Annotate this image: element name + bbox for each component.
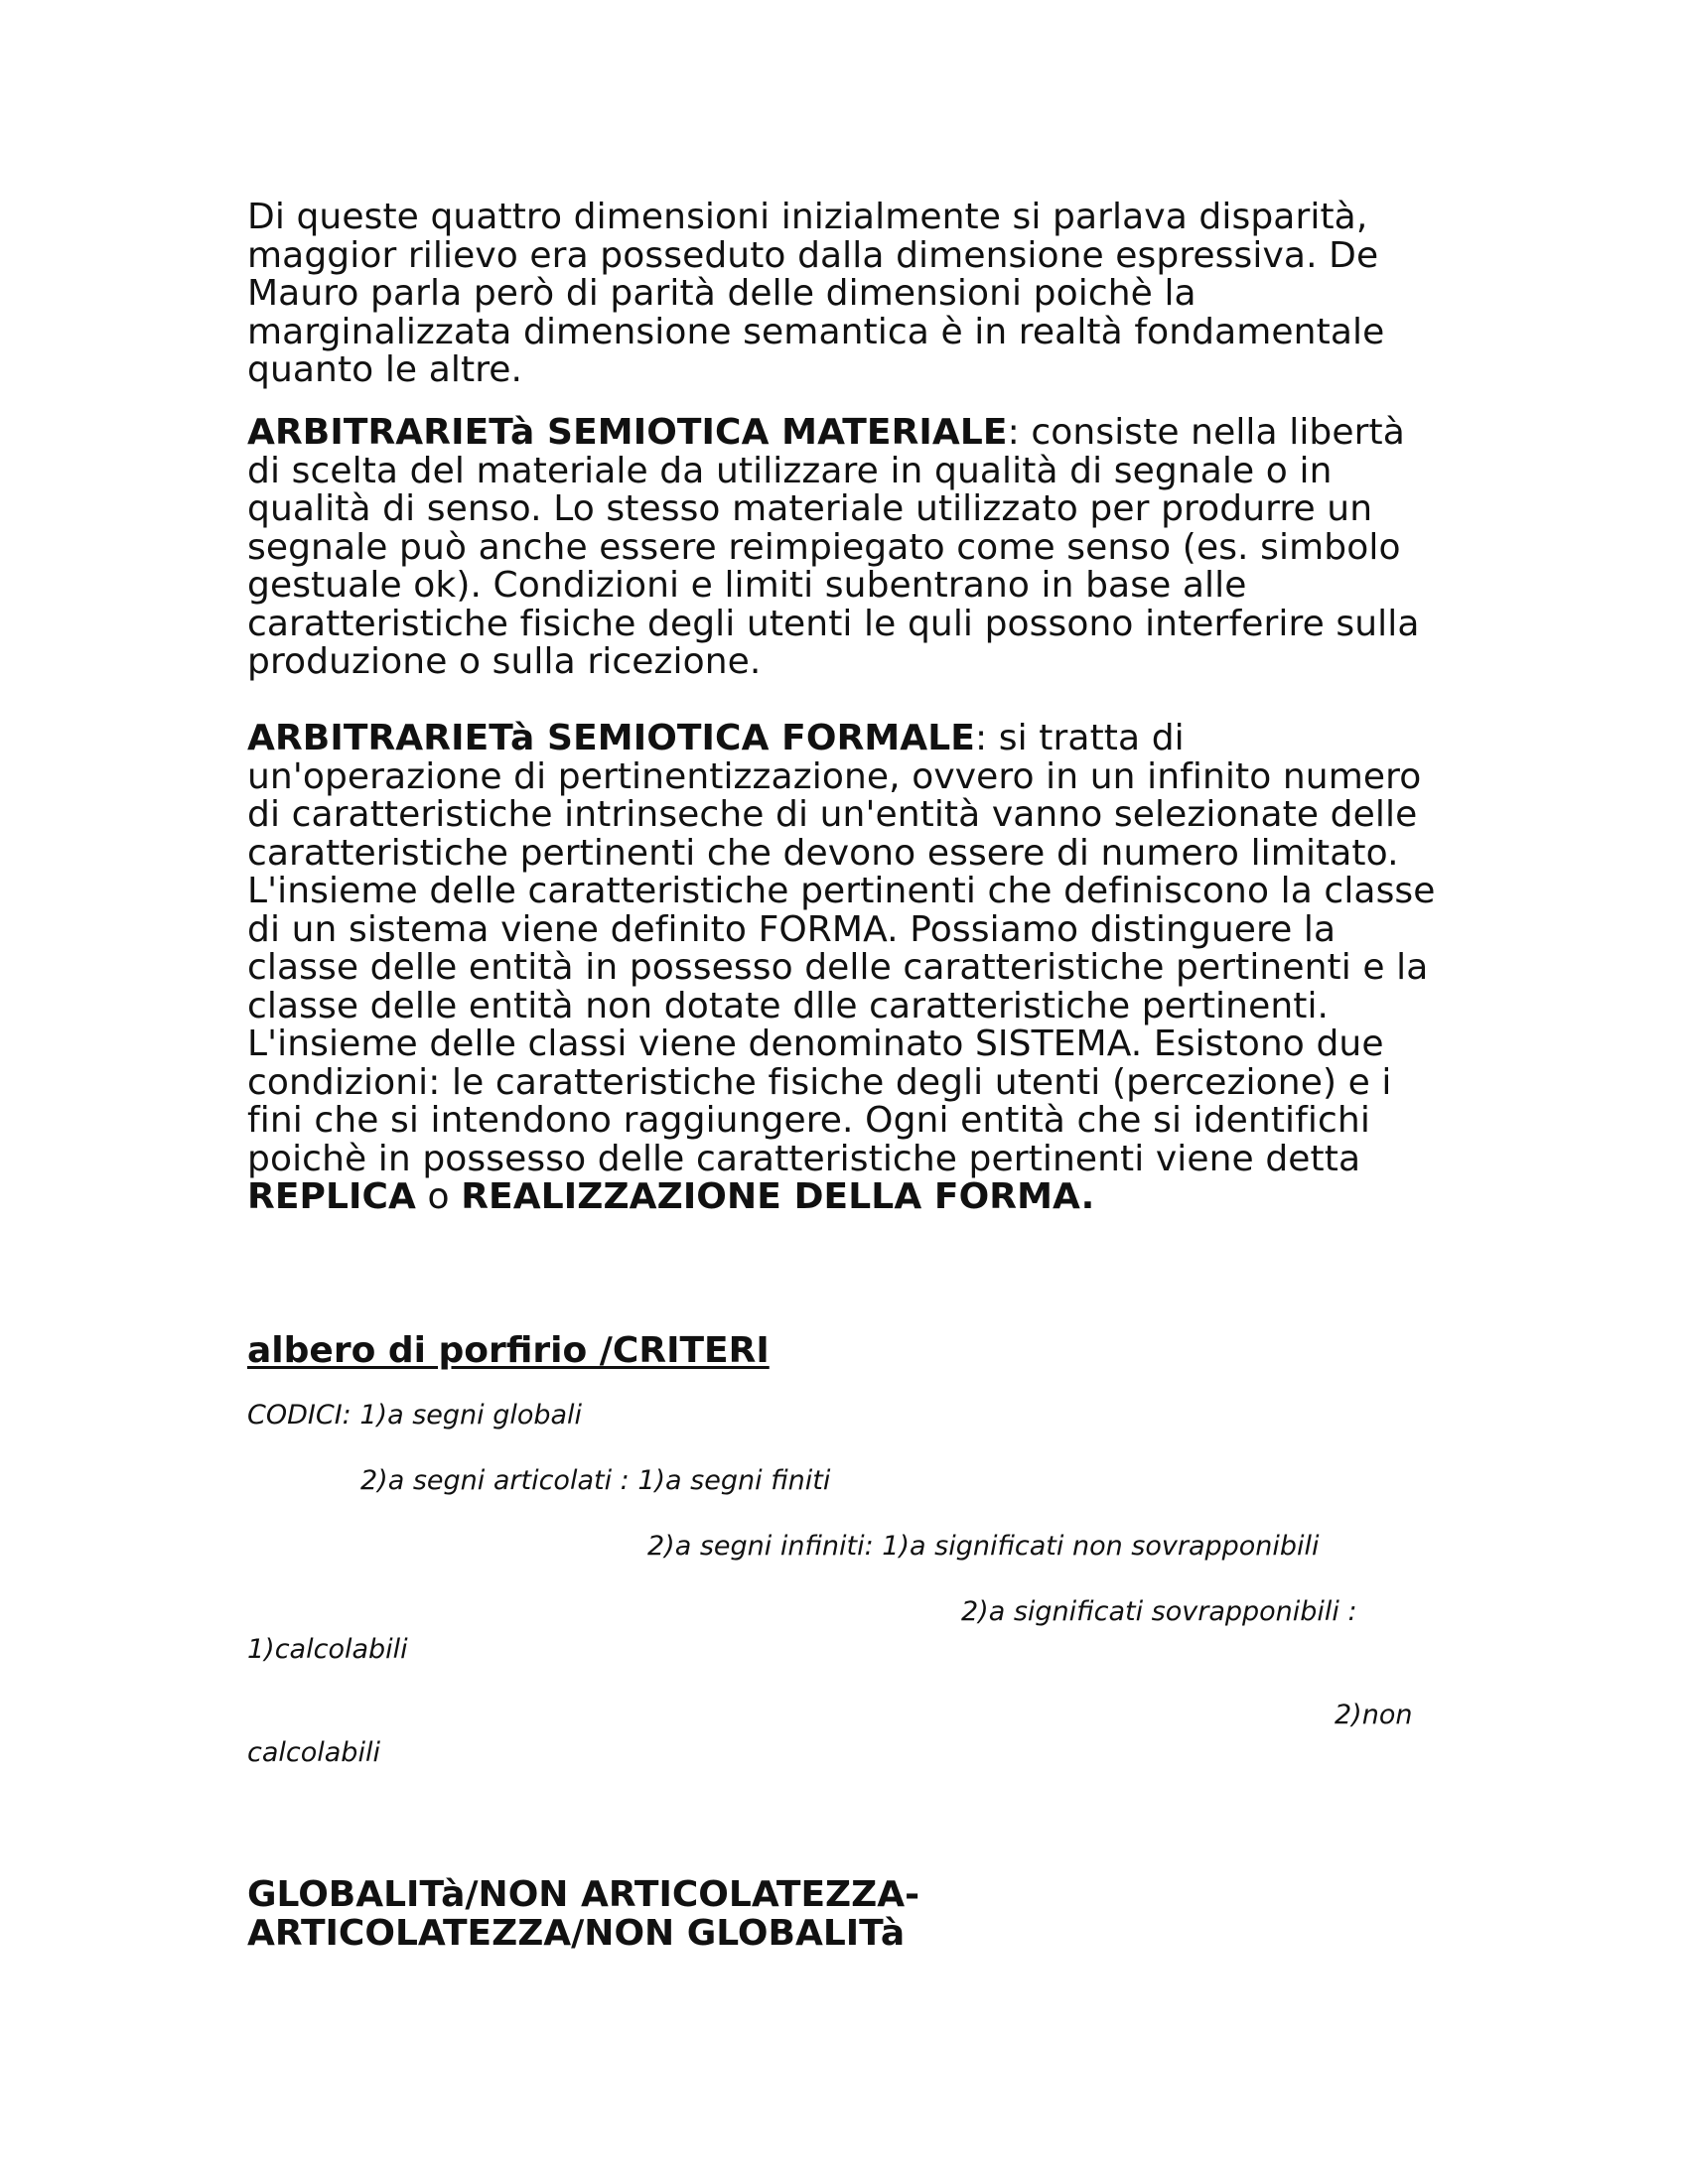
paragraph-dimensions-text: Di queste quattro dimensioni inizialmente si parlava disparità, maggior rilievo era posseduto dalla dimensione espressiva. De Mauro parla però di parità delle dimensioni poichè la marginalizzata dimensione semantica è in realtà fondamentale quanto le altre.: [247, 197, 1385, 390]
tree-line-significati-sovrapponibili: 2)a significati sovrapponibili :: [961, 1596, 1357, 1627]
tree-line-codici: CODICI: 1)a segni globali: [247, 1400, 583, 1431]
tree-line-non: 2)non: [1335, 1700, 1413, 1730]
final-heading-line2: ARTICOLATEZZA/NON GLOBALITà: [247, 1912, 906, 1954]
term-arbitrarieta-formale: ARBITRARIETà SEMIOTICA FORMALE: [247, 718, 976, 758]
tree-heading: albero di porfirio /CRITERI: [247, 1330, 770, 1371]
tree-line-segni-infiniti: 2)a segni infiniti: 1)a significati non sovrapponibili: [647, 1531, 1320, 1562]
connector-o: o: [416, 1176, 462, 1217]
term-realizzazione-forma: REALIZZAZIONE DELLA FORMA.: [461, 1176, 1095, 1217]
paragraph-arbitrarieta-formale: [247, 720, 1439, 1217]
paragraph-arbitrarieta-formale-text: : si tratta di un'operazione di pertinentizzazione, ovvero in un infinito numero di caratteristiche intrinseche di un'entità vanno selezionate delle caratteristiche pertinenti che devono essere di numero limitato. L'insieme delle caratteristiche pertinenti che definiscono la classe di un sistema viene definito FORMA. Possiamo distinguere la classe delle entità in possesso delle caratteristiche pertinenti e la classe delle entità non dotate dlle caratteristiche pertinenti. L'insieme delle classi viene denominato SISTEMA. Esistono due condizioni: le caratteristiche fisiche degli utenti (percezione) e i fini che si intendono raggiungere. Ogni entità che si identifichi poichè in possesso delle caratteristiche pertinenti viene detta: [247, 718, 1436, 1179]
paragraph-dimensions: [247, 199, 1439, 390]
final-heading-line1: GLOBALITà/NON ARTICOLATEZZA-: [247, 1874, 920, 1915]
tree-line-calcolabili: 1)calcolabili: [247, 1634, 408, 1665]
term-replica: REPLICA: [247, 1176, 417, 1217]
final-heading: [247, 1876, 919, 1953]
term-arbitrarieta-materiale: ARBITRARIETà SEMIOTICA MATERIALE: [247, 412, 1008, 453]
paragraph-arbitrarieta-materiale-text: : consiste nella libertà di scelta del materiale da utilizzare in qualità di segnale o in qualità di senso. Lo stesso materiale utilizzato per produrre un segnale può anche essere reimpiegato come senso (es. simbolo gestuale ok). Condizioni e limiti subentrano in base alle caratteristiche fisiche degli utenti le quli possono interferire sulla produzione o sulla ricezione.: [247, 412, 1420, 682]
tree-line-non-calcolabili: calcolabili: [247, 1737, 380, 1768]
paragraph-arbitrarieta-materiale: [247, 414, 1439, 682]
tree-line-segni-articolati: 2)a segni articolati : 1)a segni finiti: [360, 1465, 831, 1496]
